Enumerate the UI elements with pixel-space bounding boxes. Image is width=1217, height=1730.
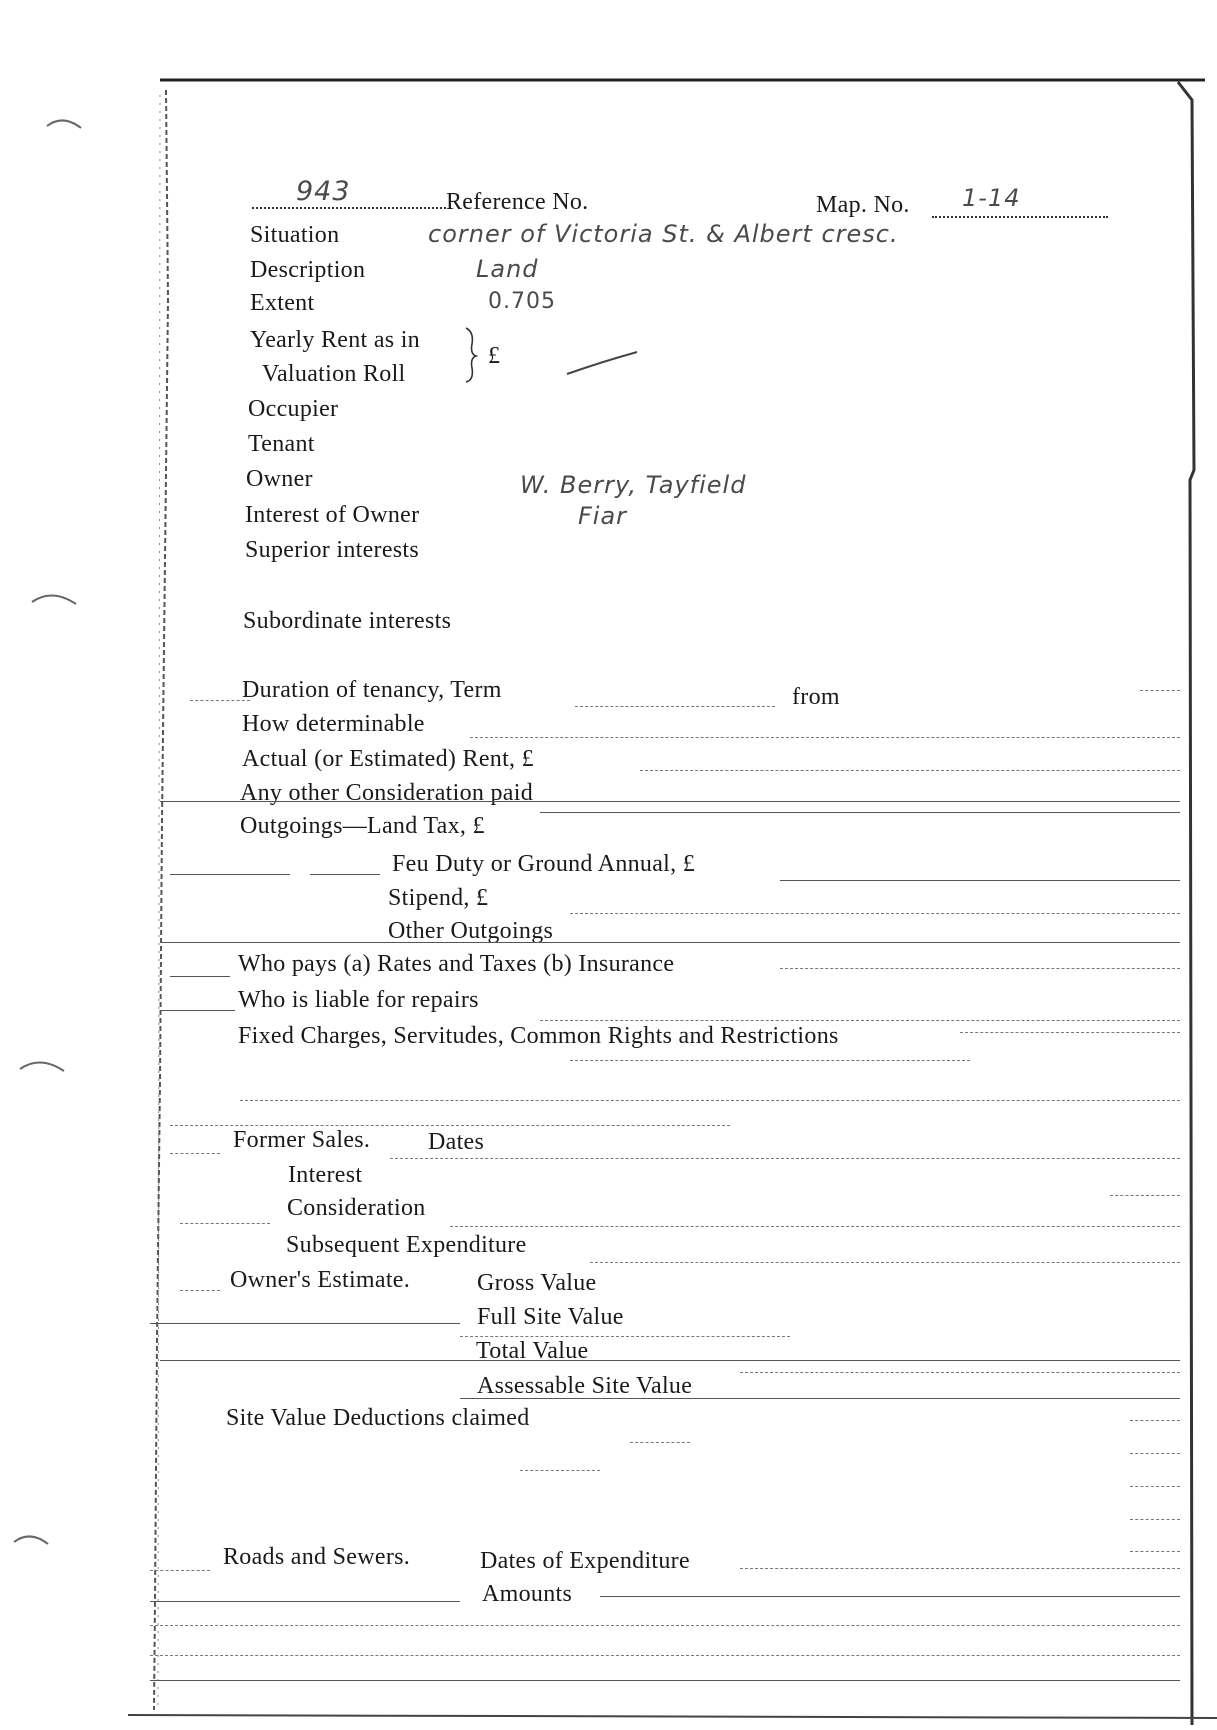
subsequent-expenditure-label: Subsequent Expenditure <box>286 1232 527 1258</box>
subordinate-interests-label: Subordinate interests <box>243 608 452 634</box>
feu-duty-label: Feu Duty or Ground Annual, £ <box>392 851 696 877</box>
yearly-rent-label: Yearly Rent as in <box>250 327 420 353</box>
amounts-label: Amounts <box>482 1581 573 1607</box>
form-rule <box>1130 1551 1180 1552</box>
dates-of-expenditure-label: Dates of Expenditure <box>480 1548 690 1574</box>
how-determinable-label: How determinable <box>242 711 425 737</box>
form-rule <box>170 1125 730 1126</box>
form-rule <box>160 1360 1180 1361</box>
who-pays-label: Who pays (a) Rates and Taxes (b) Insurance <box>238 951 675 977</box>
form-rule <box>460 1398 1180 1399</box>
form-rule <box>1130 1453 1180 1454</box>
form-rule <box>450 1226 1180 1227</box>
form-rule <box>540 1020 1180 1021</box>
former-sales-label: Former Sales. <box>233 1127 371 1153</box>
duration-label: Duration of tenancy, Term <box>242 677 502 703</box>
binding-mark <box>12 1528 52 1548</box>
stipend-label: Stipend, £ <box>388 885 489 911</box>
interest-label: Interest <box>288 1162 363 1188</box>
description-value: Land <box>476 255 539 283</box>
owner-label: Owner <box>246 466 313 492</box>
form-rule <box>150 1625 1180 1626</box>
roads-and-sewers-label: Roads and Sewers. <box>223 1544 411 1570</box>
form-rule <box>150 1680 1180 1681</box>
form-rule <box>150 1601 460 1602</box>
reference-no-label: Reference No. <box>446 189 589 215</box>
form-rule <box>470 737 1180 738</box>
rent-dash-mark <box>565 348 641 378</box>
form-rule <box>190 700 250 701</box>
form-rule <box>740 1568 1180 1569</box>
form-rule <box>1130 1519 1180 1520</box>
interest-of-owner-value: Fiar <box>578 502 628 530</box>
form-rule <box>520 1470 600 1471</box>
form-rule <box>575 706 775 707</box>
site-value-deductions-label: Site Value Deductions claimed <box>226 1405 530 1431</box>
former-sales-dates-label: Dates <box>428 1129 485 1155</box>
form-rule <box>1130 1420 1180 1421</box>
binding-mark <box>30 588 80 608</box>
owner-value: W. Berry, Tayfield <box>520 471 747 499</box>
form-rule <box>460 1336 790 1337</box>
tenant-label: Tenant <box>248 431 315 457</box>
form-rule <box>160 801 1180 802</box>
binding-mark <box>18 1055 68 1075</box>
form-rule <box>590 1262 1180 1263</box>
full-site-value-label: Full Site Value <box>477 1304 624 1330</box>
from-label: from <box>792 684 840 710</box>
map-no-value: 1-14 <box>962 184 1021 212</box>
outgoings-land-tax-label: Outgoings—Land Tax, £ <box>240 813 485 839</box>
form-rule <box>600 1596 1180 1597</box>
other-consideration-label: Any other Consideration paid <box>240 780 534 806</box>
form-rule <box>740 1372 1180 1373</box>
other-outgoings-label: Other Outgoings <box>388 918 554 944</box>
form-rule <box>150 1323 460 1324</box>
form-rule <box>310 874 380 875</box>
situation-value: corner of Victoria St. & Albert cresc. <box>428 220 899 248</box>
actual-rent-label: Actual (or Estimated) Rent, £ <box>242 746 534 772</box>
map-no-label: Map. No. <box>816 192 910 218</box>
owners-estimate-label: Owner's Estimate. <box>230 1267 411 1293</box>
valuation-roll-label: Valuation Roll <box>262 361 406 387</box>
form-rule <box>170 874 290 875</box>
binding-mark <box>45 112 85 132</box>
gross-value-label: Gross Value <box>477 1270 597 1296</box>
reference-no-line <box>252 207 446 209</box>
form-rule <box>180 1290 220 1291</box>
form-rule <box>180 1223 270 1224</box>
form-rule <box>780 880 1180 881</box>
form-rule <box>1110 1195 1180 1196</box>
extent-label: Extent <box>250 290 315 316</box>
form-rule <box>390 1158 1180 1159</box>
extent-value: 0.705 <box>488 289 556 314</box>
form-rule <box>170 976 230 977</box>
form-rule <box>960 1032 1180 1033</box>
form-rule <box>160 1010 235 1011</box>
form-rule <box>170 1153 220 1154</box>
yearly-rent-pound: £ <box>488 343 501 369</box>
brace-mark <box>462 324 484 386</box>
form-rule <box>570 913 1180 914</box>
description-label: Description <box>250 257 366 283</box>
form-rule <box>240 1100 1180 1101</box>
form-rule <box>540 812 1180 813</box>
superior-interests-label: Superior interests <box>245 537 420 563</box>
form-rule <box>640 770 1180 771</box>
interest-of-owner-label: Interest of Owner <box>245 502 420 528</box>
consideration-label: Consideration <box>287 1195 426 1221</box>
assessable-site-value-label: Assessable Site Value <box>477 1373 693 1399</box>
situation-label: Situation <box>250 222 340 248</box>
reference-no-value: 943 <box>296 176 351 207</box>
form-rule <box>1130 1486 1180 1487</box>
form-rule <box>160 942 1180 943</box>
occupier-label: Occupier <box>248 396 339 422</box>
form-rule <box>630 1442 690 1443</box>
map-no-line <box>932 216 1108 218</box>
form-rule <box>150 1655 1180 1656</box>
form-rule <box>150 1570 210 1571</box>
form-rule <box>780 968 1180 969</box>
fixed-charges-label: Fixed Charges, Servitudes, Common Rights and Restrictions <box>238 1023 839 1049</box>
form-rule <box>1140 690 1180 691</box>
who-liable-label: Who is liable for repairs <box>238 987 479 1013</box>
total-value-label: Total Value <box>476 1338 589 1364</box>
form-rule <box>570 1060 970 1061</box>
